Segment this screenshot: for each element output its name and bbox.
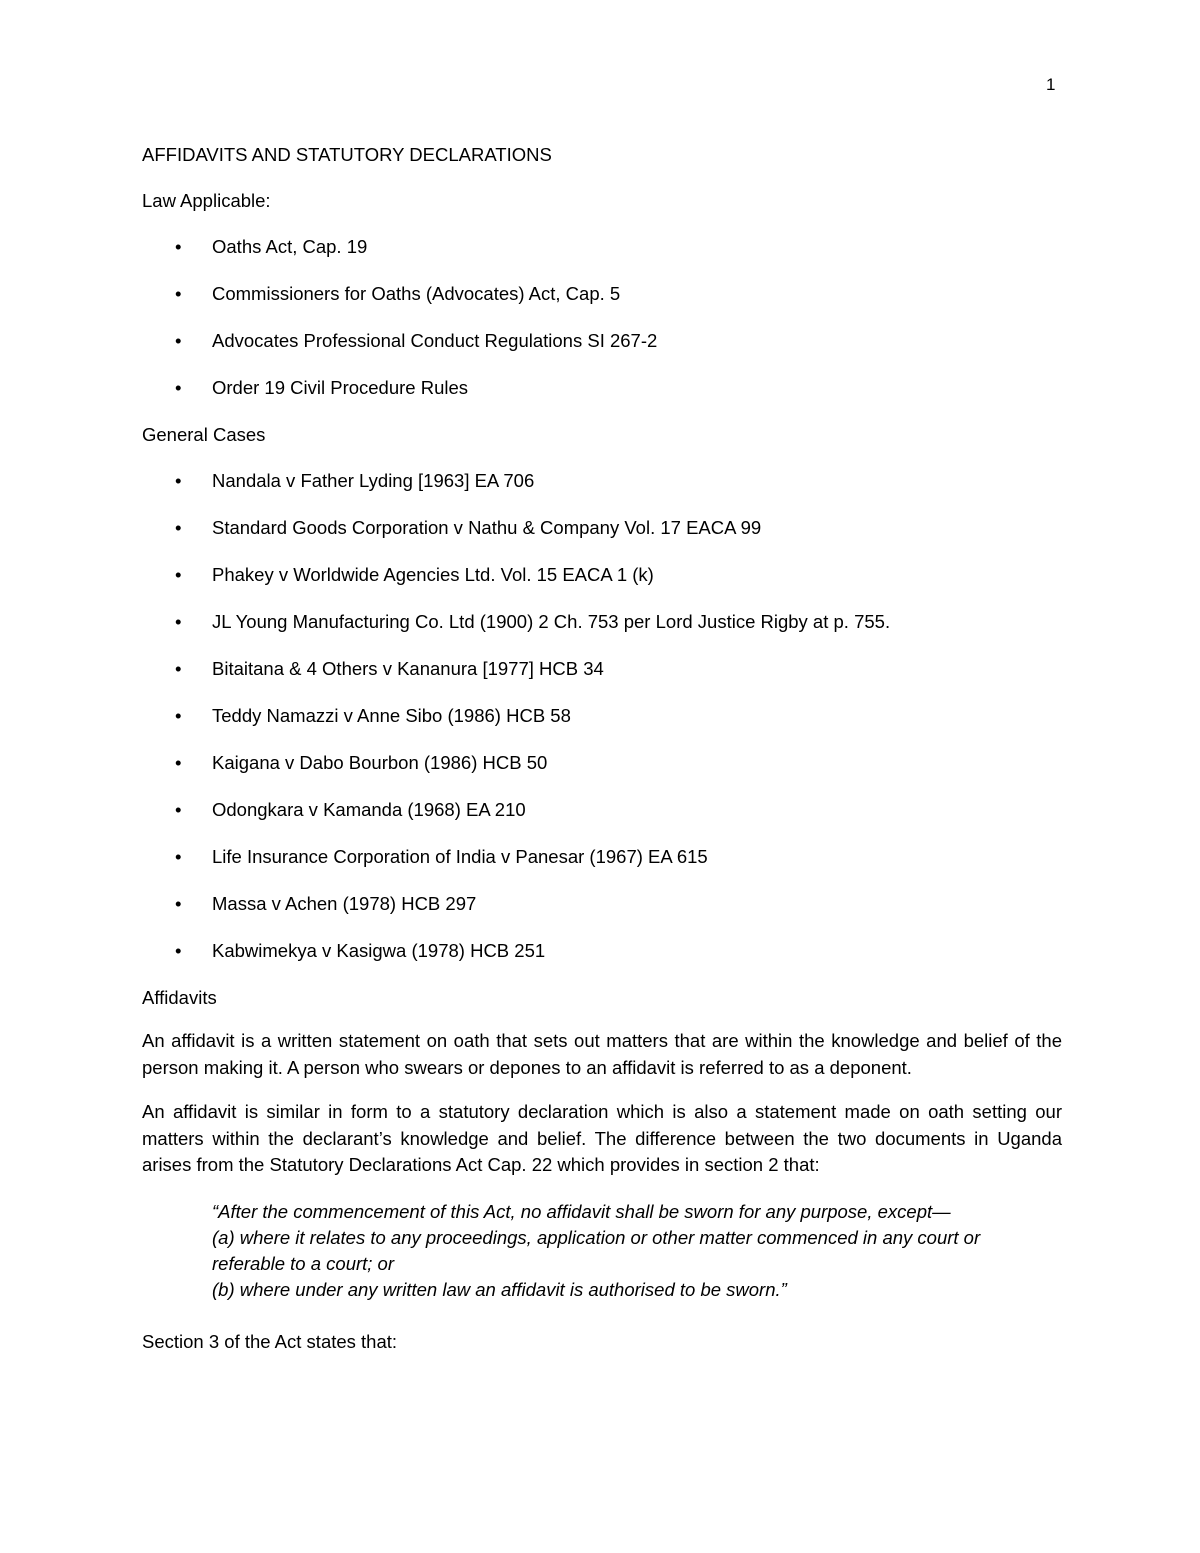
- list-item: [142, 610, 1062, 634]
- bullet-icon: •: [175, 330, 182, 351]
- bullet-icon: •: [175, 611, 182, 632]
- bullet-icon: •: [175, 752, 182, 773]
- list-item: [142, 704, 1062, 728]
- list-item-text: Nandala v Father Lyding [1963] EA 706: [212, 470, 535, 491]
- bullet-icon: •: [175, 236, 182, 257]
- bullet-icon: •: [175, 705, 182, 726]
- bullet-icon: •: [175, 377, 182, 398]
- list-item: [142, 751, 1062, 775]
- bullet-icon: •: [175, 283, 182, 304]
- general-cases-list: [142, 469, 1062, 963]
- list-item-text: JL Young Manufacturing Co. Ltd (1900) 2 Ch. 753 per Lord Justice Rigby at p. 755.: [212, 611, 891, 632]
- statutory-declaration-paragraph: An affidavit is similar in form to a statutory declaration which is also a statement made on oath setting our matters within the declarant’s knowledge and belief. The difference between the two documents in Uganda arises from the Statutory Declarations Act Cap. 22 which provides in section 2 that:: [142, 1101, 1062, 1175]
- list-item-text: Teddy Namazzi v Anne Sibo (1986) HCB 58: [212, 705, 571, 726]
- bullet-icon: •: [175, 893, 182, 914]
- list-item: [142, 892, 1062, 916]
- bullet-icon: •: [175, 564, 182, 585]
- bullet-icon: •: [175, 940, 182, 961]
- quote-line: referable to a court; or: [212, 1253, 395, 1275]
- list-item-text: Commissioners for Oaths (Advocates) Act, Cap. 5: [212, 283, 621, 304]
- bullet-icon: •: [175, 799, 182, 820]
- quote-line: “After the commencement of this Act, no affidavit shall be sworn for any purpose, except—: [212, 1200, 951, 1222]
- affidavit-definition-paragraph: An affidavit is a written statement on oath that sets out matters that are within the knowledge and belief of the person making it. A person who swears or depones to an affidavit is referred to as a deponent.: [142, 1030, 1062, 1078]
- list-item-text: Life Insurance Corporation of India v Panesar (1967) EA 615: [212, 846, 708, 867]
- list-item: [142, 376, 1062, 400]
- list-item-text: Bitaitana & 4 Others v Kananura [1977] HCB 34: [212, 658, 604, 679]
- list-item: [142, 235, 1062, 259]
- list-item-text: Order 19 Civil Procedure Rules: [212, 377, 469, 398]
- list-item-text: Standard Goods Corporation v Nathu & Company Vol. 17 EACA 99: [212, 517, 762, 538]
- list-item-text: Phakey v Worldwide Agencies Ltd. Vol. 15 EACA 1 (k): [212, 564, 654, 585]
- list-item-text: Kabwimekya v Kasigwa (1978) HCB 251: [212, 940, 546, 961]
- section-3-intro: Section 3 of the Act states that:: [142, 1330, 398, 1352]
- quote-line: (b) where under any written law an affidavit is authorised to be sworn.”: [212, 1279, 787, 1301]
- law-applicable-heading: Law Applicable:: [142, 190, 271, 211]
- list-item: [142, 516, 1062, 540]
- list-item-text: Oaths Act, Cap. 19: [212, 236, 368, 257]
- list-item: [142, 845, 1062, 869]
- document-body: [142, 143, 1062, 1354]
- list-item-text: Massa v Achen (1978) HCB 297: [212, 893, 477, 914]
- affidavits-heading: Affidavits: [142, 987, 217, 1008]
- section-2-quote: [212, 1199, 1062, 1304]
- page-number: 1: [1046, 75, 1056, 94]
- bullet-icon: •: [175, 470, 182, 491]
- law-applicable-list: [142, 235, 1062, 400]
- bullet-icon: •: [175, 517, 182, 538]
- list-item: [142, 469, 1062, 493]
- general-cases-heading: General Cases: [142, 424, 266, 445]
- list-item-text: Kaigana v Dabo Bourbon (1986) HCB 50: [212, 752, 548, 773]
- list-item: [142, 563, 1062, 587]
- quote-line: (a) where it relates to any proceedings, application or other matter commenced in any court or: [212, 1226, 981, 1248]
- bullet-icon: •: [175, 658, 182, 679]
- list-item: [142, 798, 1062, 822]
- list-item: [142, 657, 1062, 681]
- list-item: [142, 939, 1062, 963]
- list-item-text: Odongkara v Kamanda (1968) EA 210: [212, 799, 526, 820]
- list-item-text: Advocates Professional Conduct Regulations SI 267-2: [212, 330, 658, 351]
- document-title: AFFIDAVITS AND STATUTORY DECLARATIONS: [142, 144, 552, 165]
- bullet-icon: •: [175, 846, 182, 867]
- list-item: [142, 329, 1062, 353]
- list-item: [142, 282, 1062, 306]
